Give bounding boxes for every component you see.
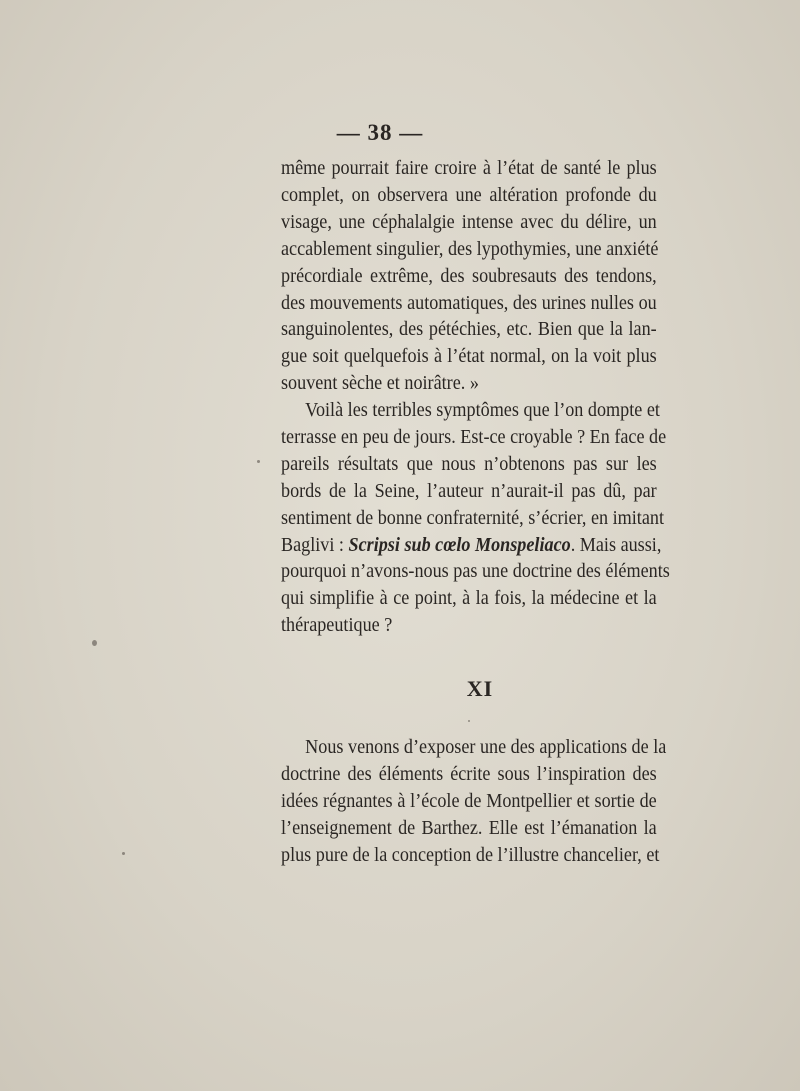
text-line: bords de la Seine, l’auteur n’aurait-il pas dû, par <box>281 480 657 502</box>
citation-suffix: . Mais aussi, <box>570 534 662 556</box>
paper-speck <box>122 852 125 855</box>
text-line: sentiment de bonne confraternité, s’écrier, en imitant <box>281 507 664 529</box>
text-line: visage, une céphalalgie intense avec du délire, un <box>281 211 657 233</box>
text-line-citation <box>281 533 662 560</box>
paragraph-1 <box>281 156 657 398</box>
text-line: l’enseignement de Barthez. Elle est l’émanation la <box>281 817 657 839</box>
paragraph-3 <box>281 735 667 870</box>
text-line: pareils résultats que nous n’obtenons pas sur les <box>281 453 657 475</box>
page-number: — 38 — <box>336 120 424 145</box>
paper-speck <box>468 720 470 722</box>
text-line: complet, on observera une altération profonde du <box>281 184 657 206</box>
text-line: thérapeutique ? <box>281 615 393 637</box>
text-line: même pourrait faire croire à l’état de santé le plus <box>281 158 657 179</box>
text-line: précordiale extrême, des soubresauts des tendons, <box>281 265 657 287</box>
text-line: Nous venons d’exposer une des applications de la <box>305 737 667 758</box>
text-line: qui simplifie à ce point, à la fois, la médecine et la <box>281 588 657 610</box>
citation-prefix: Baglivi : <box>281 534 349 556</box>
text-line: accablement singulier, des lypothymies, une anxiété <box>281 238 659 260</box>
text-line: plus pure de la conception de l’illustre chancelier, et <box>281 844 660 866</box>
text-line: pourquoi n’avons-nous pas une doctrine des éléments <box>281 561 670 583</box>
latin-quote: Scripsi sub cœlo Monspeliaco <box>348 534 571 556</box>
text-line: terrasse en peu de jours. Est-ce croyable ? En face de <box>281 426 667 448</box>
section-heading: XI <box>466 676 494 701</box>
text-line: sanguinolentes, des pétéchies, etc. Bien que la lan- <box>281 319 657 341</box>
paper-speck <box>92 640 97 646</box>
text-line: gue soit quelquefois à l’état normal, on la voit plus <box>281 346 657 368</box>
paragraph-2 <box>281 398 670 640</box>
text-line: des mouvements automatiques, des urines nulles ou <box>281 292 657 314</box>
paper-speck <box>257 460 260 463</box>
text-line: Voilà les terribles symptômes que l’on dompte et <box>305 400 660 421</box>
text-line: idées régnantes à l’école de Montpellier et sortie de <box>281 790 657 812</box>
text-line: doctrine des éléments écrite sous l’inspiration des <box>281 763 657 785</box>
text-line: souvent sèche et noirâtre. » <box>281 373 479 395</box>
